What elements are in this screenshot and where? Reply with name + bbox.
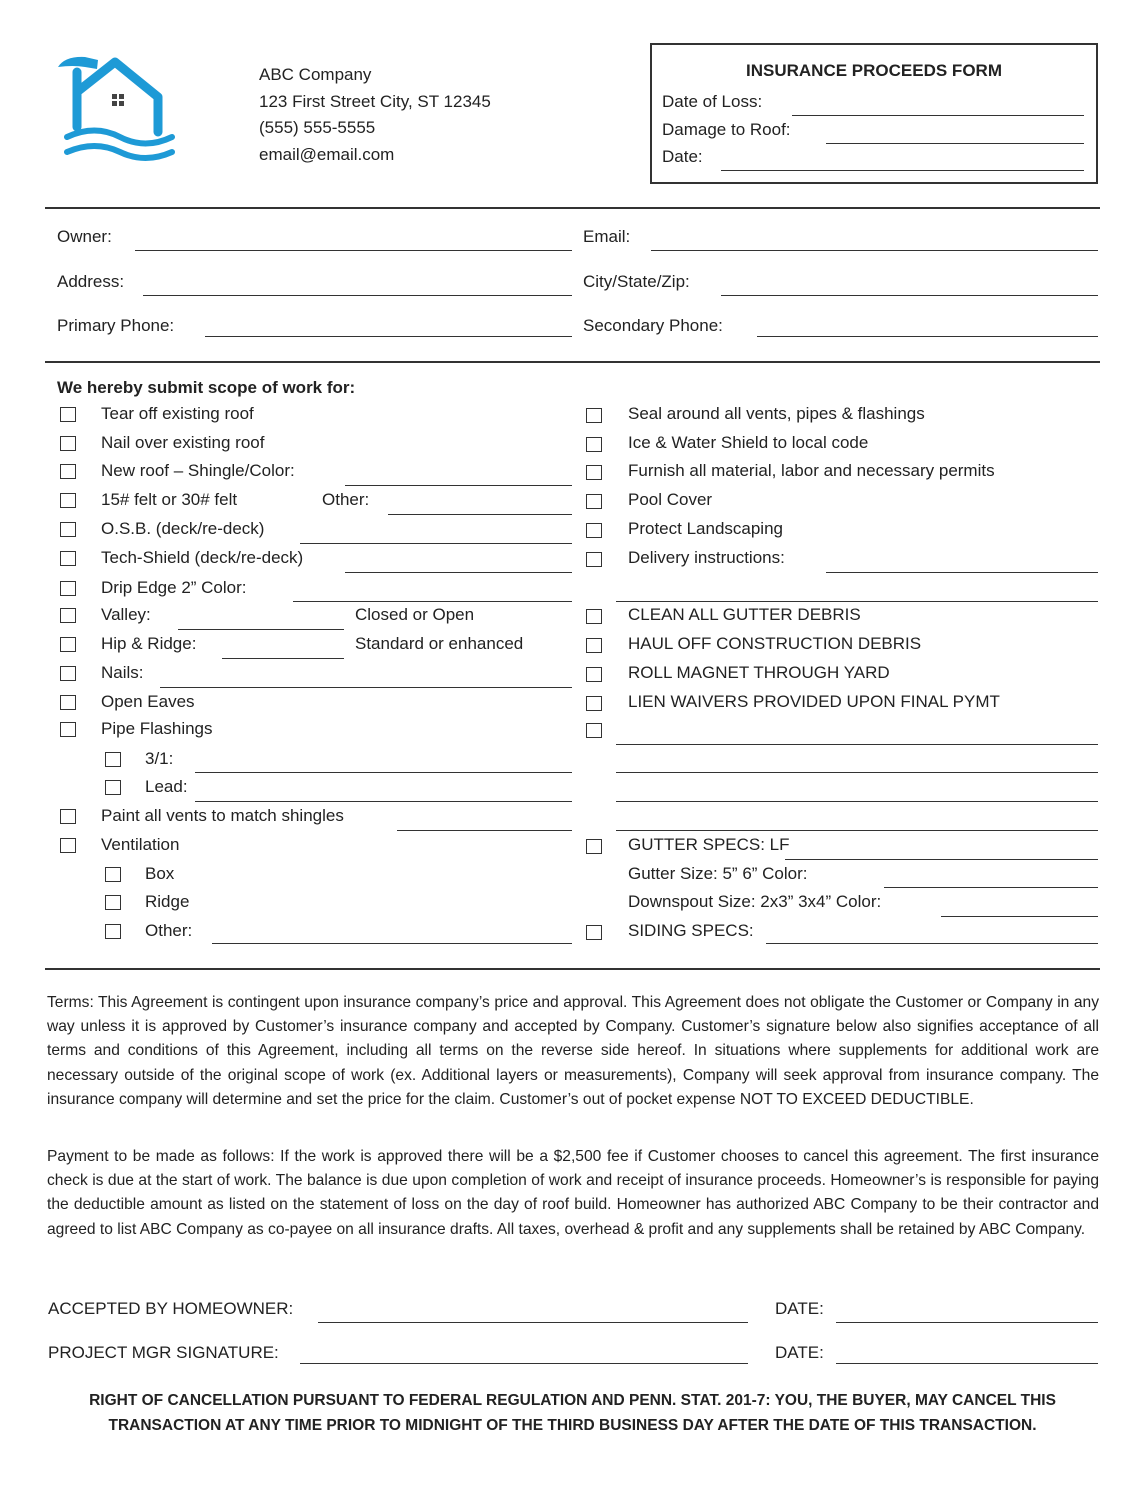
damage-to-roof-field[interactable] bbox=[826, 143, 1084, 144]
scope-heading: We hereby submit scope of work for: bbox=[57, 378, 356, 397]
checkbox-roll-magnet[interactable] bbox=[586, 667, 602, 682]
checkbox-haul-off[interactable] bbox=[586, 638, 602, 653]
item-label: Furnish all material, labor and necessary permits bbox=[628, 461, 995, 480]
divider bbox=[45, 361, 1100, 363]
date-of-loss-label: Date of Loss: bbox=[662, 92, 763, 111]
checkbox-nail-over[interactable] bbox=[60, 436, 76, 451]
custom-field-1[interactable] bbox=[616, 744, 1098, 745]
tech-shield-field[interactable] bbox=[345, 572, 572, 573]
item-label: Box bbox=[145, 864, 175, 883]
shingle-color-field[interactable] bbox=[345, 485, 572, 486]
item-label: GUTTER SPECS: LF bbox=[628, 835, 790, 854]
city-state-zip-label: City/State/Zip: bbox=[583, 272, 690, 291]
item-label: Other: bbox=[145, 921, 193, 940]
homeowner-date-label: DATE: bbox=[775, 1299, 824, 1318]
custom-field-2[interactable] bbox=[616, 772, 1098, 773]
item-label: Paint all vents to match shingles bbox=[101, 806, 344, 825]
item-label: Tech-Shield (deck/re-deck) bbox=[101, 548, 304, 567]
checkbox-custom[interactable] bbox=[586, 723, 602, 738]
owner-field[interactable] bbox=[135, 250, 572, 251]
delivery-field-2[interactable] bbox=[616, 601, 1098, 602]
drip-edge-color-field[interactable] bbox=[293, 601, 572, 602]
checkbox-siding-specs[interactable] bbox=[586, 925, 602, 940]
checkbox-drip-edge[interactable] bbox=[60, 581, 76, 596]
address-label: Address: bbox=[57, 272, 125, 291]
checkbox-ridge[interactable] bbox=[105, 895, 121, 910]
checkbox-ventilation[interactable] bbox=[60, 838, 76, 853]
item-label: HAUL OFF CONSTRUCTION DEBRIS bbox=[628, 634, 922, 653]
item-label: 3/1: bbox=[145, 749, 174, 768]
checkbox-valley[interactable] bbox=[60, 608, 76, 623]
company-name: ABC Company bbox=[259, 65, 372, 84]
item-label: Nail over existing roof bbox=[101, 433, 265, 452]
homeowner-date-field[interactable] bbox=[836, 1322, 1098, 1323]
secondary-phone-label: Secondary Phone: bbox=[583, 316, 723, 335]
company-phone: (555) 555-5555 bbox=[259, 118, 376, 137]
checkbox-pipe-flashings[interactable] bbox=[60, 722, 76, 737]
cancellation-notice-line-1: RIGHT OF CANCELLATION PURSUANT TO FEDERAL REGULATION AND PENN. STAT. 201-7: YOU, THE BUYER, MAY CANCEL THIS bbox=[89, 1392, 1056, 1409]
custom-field-4[interactable] bbox=[616, 830, 1098, 831]
item-label: Protect Landscaping bbox=[628, 519, 783, 538]
checkbox-new-roof[interactable] bbox=[60, 464, 76, 479]
hip-ridge-field[interactable] bbox=[222, 658, 344, 659]
pm-signature-field[interactable] bbox=[300, 1363, 748, 1364]
checkbox-lien-waivers[interactable] bbox=[586, 696, 602, 711]
item-label: Pipe Flashings bbox=[101, 719, 213, 738]
valley-field[interactable] bbox=[178, 629, 344, 630]
divider bbox=[45, 207, 1100, 209]
ventilation-other-field[interactable] bbox=[212, 943, 572, 944]
cancellation-notice-line-2: TRANSACTION AT ANY TIME PRIOR TO MIDNIGHT OF THE THIRD BUSINESS DAY AFTER THE DATE OF THIS TRANSACTION. bbox=[108, 1417, 1037, 1434]
item-label: LIEN WAIVERS PROVIDED UPON FINAL PYMT bbox=[628, 692, 1000, 711]
checkbox-osb[interactable] bbox=[60, 522, 76, 537]
checkbox-3-1[interactable] bbox=[105, 752, 121, 767]
item-label: Lead: bbox=[145, 777, 188, 796]
item-label: Valley: bbox=[101, 605, 151, 624]
date-of-loss-field[interactable] bbox=[792, 115, 1084, 116]
damage-to-roof-label: Damage to Roof: bbox=[662, 120, 791, 139]
item-label: Downspout Size: 2x3” 3x4” Color: bbox=[628, 892, 882, 911]
gutter-color-field[interactable] bbox=[884, 887, 1098, 888]
form-title: INSURANCE PROCEEDS FORM bbox=[746, 61, 1002, 80]
terms-paragraph: Terms: This Agreement is contingent upon insurance company’s price and approval. This Agreement does not obligate the Customer or Company in any way unless it is approved by Customer’s insurance company and accepted by Company. Customer’s signature below also signifies acceptance of all terms and conditions of this Agreement, including all terms on the reverse side hereof. In situations where supplements for additional work are necessary outside of the original scope of work (ex. Additional layers or measurements), Company will seek approval from insurance company. The insurance company will determine and set the price for the claim. Customer’s out of pocket expense NOT TO EXCEED DEDUCTIBLE. bbox=[47, 994, 1099, 1108]
three-one-field[interactable] bbox=[195, 772, 572, 773]
checkbox-paint-vents[interactable] bbox=[60, 809, 76, 824]
checkbox-furnish[interactable] bbox=[586, 465, 602, 480]
checkbox-tear-off[interactable] bbox=[60, 407, 76, 422]
address-field[interactable] bbox=[143, 295, 572, 296]
item-label: SIDING SPECS: bbox=[628, 921, 754, 940]
date-label: Date: bbox=[662, 147, 703, 166]
osb-field[interactable] bbox=[300, 543, 572, 544]
item-label: Open Eaves bbox=[101, 692, 195, 711]
downspout-color-field[interactable] bbox=[941, 916, 1098, 917]
pm-signature-label: PROJECT MGR SIGNATURE: bbox=[48, 1343, 279, 1362]
item-label: Gutter Size: 5” 6” Color: bbox=[628, 864, 808, 883]
checkbox-gutter-debris[interactable] bbox=[586, 609, 602, 624]
custom-field-3[interactable] bbox=[616, 801, 1098, 802]
item-label: Drip Edge 2” Color: bbox=[101, 578, 247, 597]
item-label: Ridge bbox=[145, 892, 190, 911]
checkbox-delivery[interactable] bbox=[586, 552, 602, 567]
item-label: 15# felt or 30# felt bbox=[101, 490, 238, 509]
valley-option: Closed or Open bbox=[355, 605, 475, 624]
checkbox-box[interactable] bbox=[105, 867, 121, 882]
company-address: 123 First Street City, ST 12345 bbox=[259, 92, 491, 111]
item-label: Pool Cover bbox=[628, 490, 713, 509]
item-label: Ventilation bbox=[101, 835, 180, 854]
homeowner-signature-label: ACCEPTED BY HOMEOWNER: bbox=[48, 1299, 294, 1318]
hip-ridge-option: Standard or enhanced bbox=[355, 634, 524, 653]
checkbox-tech-shield[interactable] bbox=[60, 551, 76, 566]
checkbox-seal-vents[interactable] bbox=[586, 408, 602, 423]
checkbox-pool-cover[interactable] bbox=[586, 494, 602, 509]
nails-field[interactable] bbox=[160, 687, 572, 688]
primary-phone-label: Primary Phone: bbox=[57, 316, 175, 335]
item-label: ROLL MAGNET THROUGH YARD bbox=[628, 663, 890, 682]
siding-specs-field[interactable] bbox=[766, 943, 1098, 944]
delivery-field[interactable] bbox=[826, 572, 1098, 573]
homeowner-signature-field[interactable] bbox=[318, 1322, 748, 1323]
item-label: Hip & Ridge: bbox=[101, 634, 197, 653]
primary-phone-field[interactable] bbox=[205, 336, 572, 337]
payment-paragraph: Payment to be made as follows: If the work is approved there will be a $2,500 fee if Customer chooses to cancel this agreement. The first insurance check is due at the start of work. The balance is due upon completion of work and receipt of insurance proceeds. Homeowner’s is responsible for paying the deductible amount as listed on the statement of loss on the day of roof build. Homeowner has authorized ABC Company to be their contractor and agreed to list ABC Company as co-payee on all insurance drafts. All taxes, overhead & profit and any supplements shall be retained by ABC Company. bbox=[47, 1148, 1099, 1238]
email-label: Email: bbox=[583, 227, 631, 246]
checkbox-nails[interactable] bbox=[60, 666, 76, 681]
checkbox-felt[interactable] bbox=[60, 493, 76, 508]
date-field[interactable] bbox=[721, 170, 1084, 171]
item-label: Seal around all vents, pipes & flashings bbox=[628, 404, 925, 423]
company-email: email@email.com bbox=[259, 145, 395, 164]
divider bbox=[45, 968, 1100, 970]
item-label: Nails: bbox=[101, 663, 144, 682]
checkbox-gutter-specs[interactable] bbox=[586, 839, 602, 854]
company-logo-icon bbox=[55, 52, 180, 162]
checkbox-ice-water[interactable] bbox=[586, 437, 602, 452]
item-label: Ice & Water Shield to local code bbox=[628, 433, 869, 452]
checkbox-hip-ridge[interactable] bbox=[60, 637, 76, 652]
item-label: New roof – Shingle/Color: bbox=[101, 461, 295, 480]
checkbox-lead[interactable] bbox=[105, 780, 121, 795]
felt-other-field[interactable] bbox=[388, 514, 572, 515]
pm-date-label: DATE: bbox=[775, 1343, 824, 1362]
lead-field[interactable] bbox=[195, 801, 572, 802]
item-label: Tear off existing roof bbox=[101, 404, 254, 423]
checkbox-open-eaves[interactable] bbox=[60, 695, 76, 710]
other-label: Other: bbox=[322, 490, 370, 509]
item-label: O.S.B. (deck/re-deck) bbox=[101, 519, 265, 538]
checkbox-landscaping[interactable] bbox=[586, 523, 602, 538]
secondary-phone-field[interactable] bbox=[757, 336, 1098, 337]
city-state-zip-field[interactable] bbox=[721, 295, 1098, 296]
paint-vents-field[interactable] bbox=[397, 830, 572, 831]
gutter-specs-field[interactable] bbox=[785, 859, 1098, 860]
checkbox-ventilation-other[interactable] bbox=[105, 924, 121, 939]
pm-date-field[interactable] bbox=[836, 1363, 1098, 1364]
email-field[interactable] bbox=[651, 250, 1098, 251]
owner-label: Owner: bbox=[57, 227, 112, 246]
item-label: CLEAN ALL GUTTER DEBRIS bbox=[628, 605, 861, 624]
item-label: Delivery instructions: bbox=[628, 548, 785, 567]
